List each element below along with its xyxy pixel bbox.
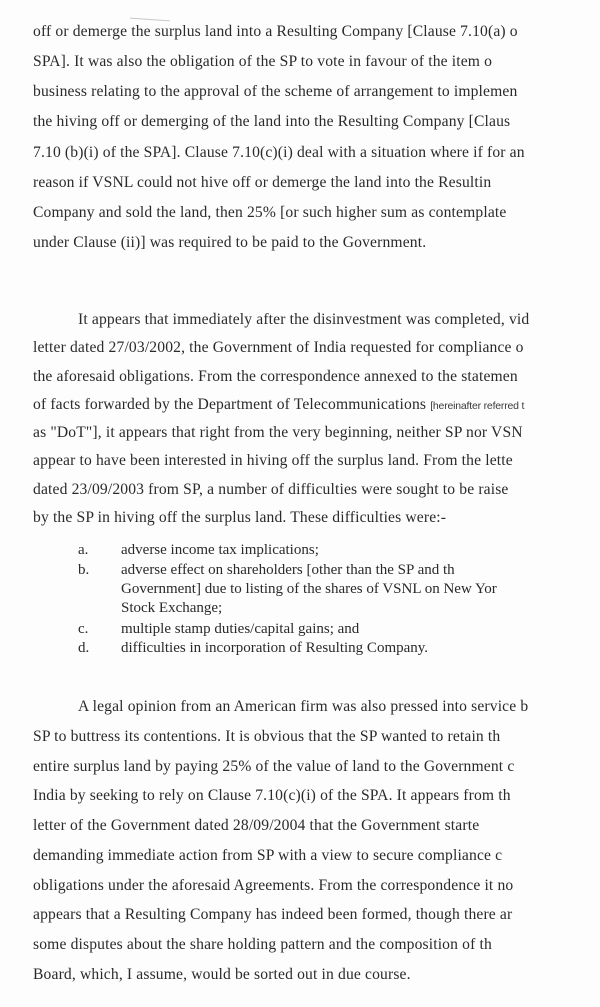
list-text: multiple stamp duties/capital gains; and [121, 621, 360, 637]
text-line: India by seeking to rely on Clause 7.10(c)(i) of the SPA. It appears from th [33, 787, 511, 804]
footnote-inline-text: [hereinafter referred t [430, 400, 525, 412]
text-segment: of facts forwarded by the Department of Telecommunications [33, 396, 427, 413]
text-line: Board, which, I assume, would be sorted out in due course. [33, 966, 411, 983]
list-label: a. [78, 542, 89, 558]
list-label: b. [78, 562, 90, 578]
text-line: off or demerge the surplus land into a Resulting Company [Clause 7.10(a) o [33, 23, 518, 40]
text-line: the aforesaid obligations. From the correspondence annexed to the statemen [33, 368, 518, 385]
text-line: letter of the Government dated 28/09/2004 that the Government starte [33, 817, 480, 834]
list-text: adverse income tax implications; [121, 542, 319, 558]
text-line: obligations under the aforesaid Agreements. From the correspondence it no [33, 877, 514, 894]
text-line: under Clause (ii)] was required to be paid to the Government. [33, 234, 427, 251]
list-text: difficulties in incorporation of Resulting Company. [121, 640, 429, 656]
text-line: SP to buttress its contentions. It is obvious that the SP wanted to retain th [33, 728, 501, 745]
text-line: reason if VSNL could not hive off or demerge the land into the Resultin [33, 174, 492, 191]
text-line: appears that a Resulting Company has indeed been formed, though there ar [33, 906, 513, 923]
text-line: letter dated 27/03/2002, the Government of India requested for compliance o [33, 339, 524, 356]
list-text: adverse effect on shareholders [other than the SP and th [121, 562, 455, 578]
list-text: Stock Exchange; [121, 600, 223, 616]
text-line: by the SP in hiving off the surplus land. These difficulties were:- [33, 509, 447, 526]
text-line [33, 395, 524, 416]
scan-artifact [130, 18, 170, 22]
list-label: d. [78, 640, 90, 656]
list-label: c. [78, 621, 89, 637]
text-line: SPA]. It was also the obligation of the SP to vote in favour of the item o [33, 53, 493, 70]
text-line: some disputes about the share holding pattern and the composition of th [33, 936, 492, 953]
text-line: demanding immediate action from SP with a view to secure compliance c [33, 847, 503, 864]
text-line: dated 23/09/2003 from SP, a number of difficulties were sought to be raise [33, 481, 509, 498]
text-line: Company and sold the land, then 25% [or such higher sum as contemplate [33, 204, 507, 221]
text-line: It appears that immediately after the disinvestment was completed, vid [78, 311, 530, 328]
text-line: the hiving off or demerging of the land into the Resulting Company [Claus [33, 113, 511, 130]
text-line: business relating to the approval of the scheme of arrangement to implemen [33, 83, 518, 100]
text-line: as "DoT"], it appears that right from the very beginning, neither SP nor VSN [33, 424, 523, 441]
text-line: entire surplus land by paying 25% of the value of land to the Government c [33, 758, 515, 775]
text-line: A legal opinion from an American firm was also pressed into service b [78, 698, 529, 715]
text-line: 7.10 (b)(i) of the SPA]. Clause 7.10(c)(i) deal with a situation where if for an [33, 144, 525, 161]
list-text: Government] due to listing of the shares of VSNL on New Yor [121, 581, 497, 597]
text-line: appear to have been interested in hiving off the surplus land. From the lette [33, 452, 513, 469]
